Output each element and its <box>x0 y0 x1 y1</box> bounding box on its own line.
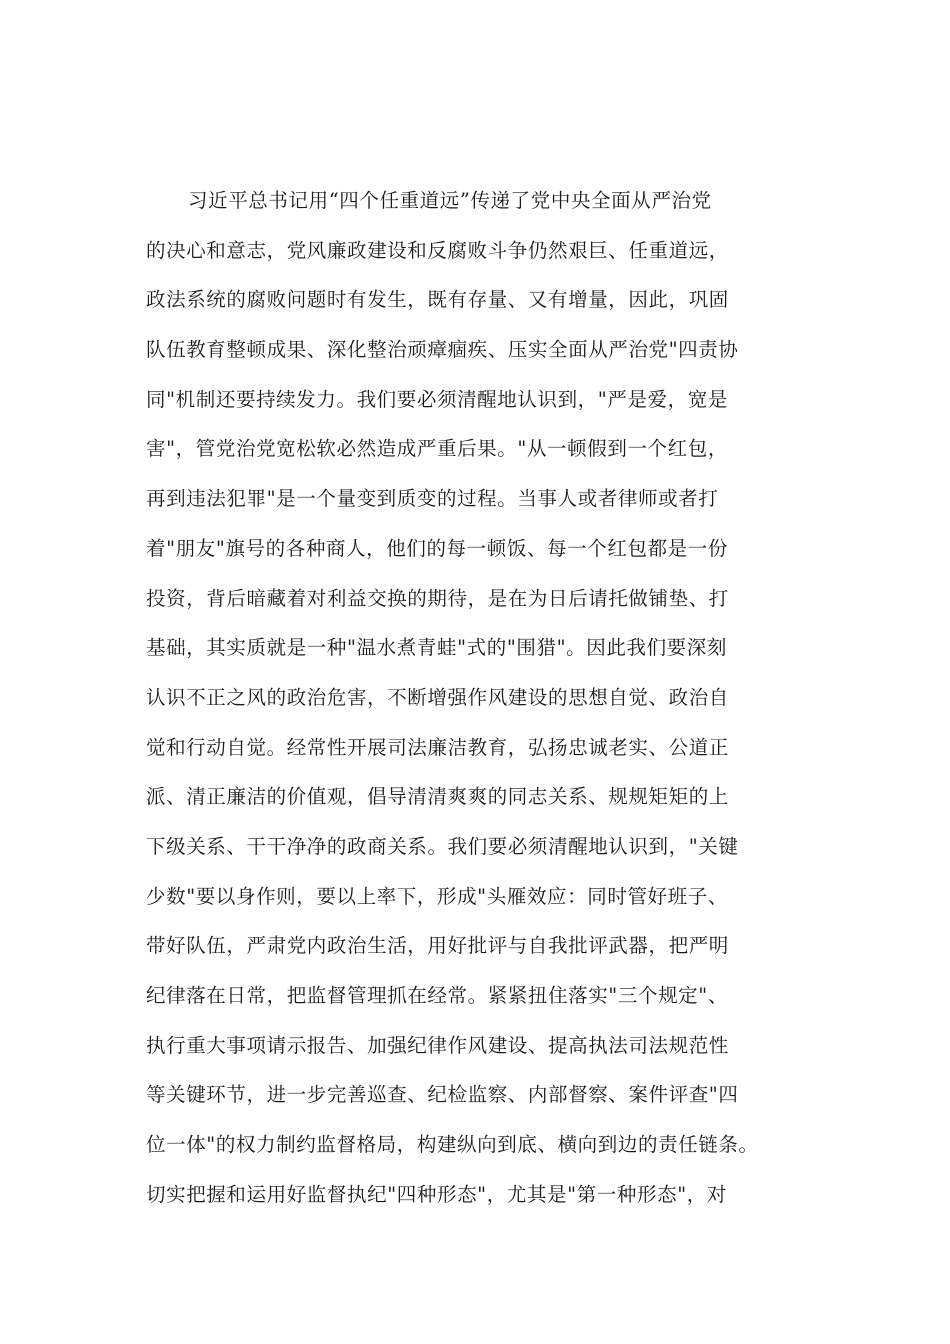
text-line: 基础，其实质就是一种"温水煮青蛙"式的"围猎"。因此我们要深刻 <box>146 636 727 660</box>
text-line: 少数"要以身作则，要以上率下，形成"头雁效应：同时管好班子、 <box>146 884 728 908</box>
text-line: 觉和行动自觉。经常性开展司法廉洁教育，弘扬忠诚老实、公道正 <box>146 735 729 759</box>
text-line: 投资，背后暗藏着对利益交换的期待，是在为日后请托做铺垫、打 <box>146 586 729 610</box>
text-line: 执行重大事项请示报告、加强纪律作风建设、提高执法司法规范性 <box>146 1033 729 1057</box>
text-line: 认识不正之风的政治危害，不断增强作风建设的思想自觉、政治自 <box>146 685 729 709</box>
text-line: 位一体"的权力制约监督格局，构建纵向到底、横向到边的责任链条。 <box>146 1133 759 1157</box>
text-line: 政法系统的腐败问题时有发生，既有存量、又有增量，因此，巩固 <box>146 288 729 312</box>
body-paragraph <box>146 182 826 1225</box>
text-line: 习近平总书记用“四个任重道远”传递了党中央全面从严治党 <box>188 189 712 212</box>
text-line: 切实把握和运用好监督执纪"四种形态"，尤其是"第一种形态"，对 <box>146 1182 727 1206</box>
text-line: 带好队伍，严肃党内政治生活，用好批评与自我批评武器，把严明 <box>146 934 729 958</box>
text-line: 再到违法犯罪"是一个量变到质变的过程。当事人或者律师或者打 <box>146 487 719 511</box>
text-line: 下级关系、干干净净的政商关系。我们要必须清醒地认识到，"关键 <box>146 834 739 858</box>
text-line: 着"朋友"旗号的各种商人，他们的每一顿饭、每一个红包都是一份 <box>146 536 728 560</box>
text-line: 的决心和意志，党风廉政建设和反腐败斗争仍然艰巨、任重道远， <box>146 238 729 262</box>
text-line: 队伍教育整顿成果、深化整治顽瘴痼疾、压实全面从严治党"四责协 <box>146 338 739 362</box>
text-line: 纪律落在日常，把监督管理抓在经常。紧紧扭住落实"三个规定"、 <box>146 984 728 1007</box>
text-line: 派、清正廉洁的价值观，倡导清清爽爽的同志关系、规规矩矩的上 <box>146 785 729 809</box>
text-line: 害"，管党治党宽松软必然造成严重后果。"从一顿假到一个红包， <box>146 437 728 461</box>
text-line: 等关键环节，进一步完善巡查、纪检监察、内部督察、案件评查"四 <box>146 1083 739 1107</box>
text-line: 同"机制还要持续发力。我们要必须清醒地认识到，"严是爱，宽是 <box>146 387 728 411</box>
